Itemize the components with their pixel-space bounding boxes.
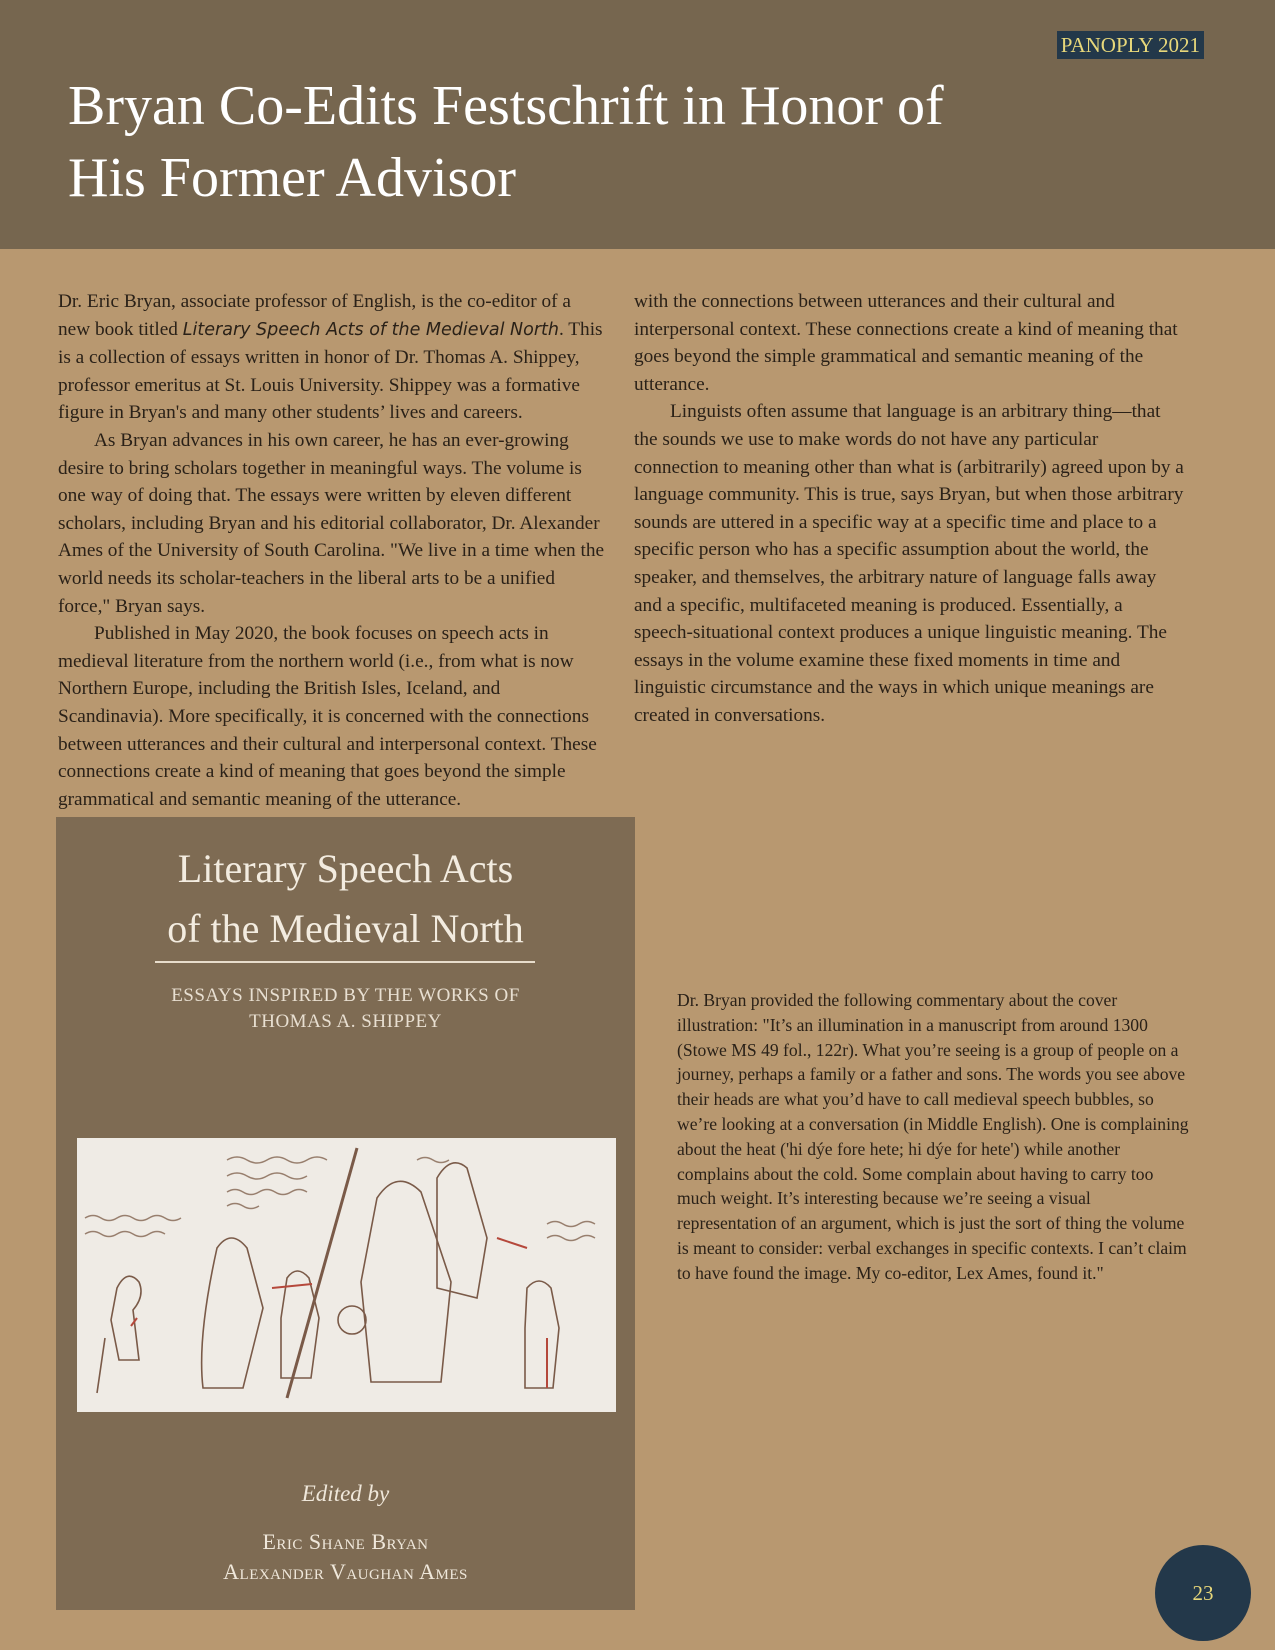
editor-name-1: Eric Shane Bryan (262, 1529, 429, 1554)
page-number: 23 (1155, 1545, 1251, 1641)
cover-subtitle-line-2: THOMAS A. SHIPPEY (249, 1011, 442, 1032)
editor-name-2: Alexander Vaughan Ames (223, 1559, 468, 1584)
book-cover (56, 817, 635, 1610)
cover-title-line-2: of the Medieval North (167, 906, 524, 951)
manuscript-drawing-icon (77, 1138, 616, 1412)
book-title-reference: Literary Speech Acts of the Medieval North (182, 319, 559, 340)
article-title: Bryan Co-Edits Festschrift in Honor of His Former Advisor (68, 75, 944, 209)
cover-title-line-1: Literary Speech Acts (177, 846, 514, 891)
cover-subtitle (56, 983, 635, 1035)
article-column-right (634, 288, 1186, 730)
article-column-left (58, 288, 606, 810)
publication-badge: PANOPLY 2021 (1057, 31, 1204, 59)
manuscript-illustration (77, 1138, 616, 1412)
paragraph-1-intro: Dr. Eric Bryan, associate professor of English, is the co-editor of a new book titled (58, 291, 571, 340)
cover-divider (155, 961, 535, 963)
cover-editors (56, 1527, 635, 1587)
article-paragraph-3-continued: with the connections between utterances and their cultural and interpersonal context. These connections create a kind of meaning that goes beyond the simple grammatical and semantic meaning of the utterance. (634, 291, 1178, 395)
cover-caption: Dr. Bryan provided the following commentary about the cover illustration: "It’s an illumination in a manuscript from around 1300 (Stowe MS 49 fol., 122r). What you’re seeing is a group of people on a journey, perhaps a family or a father and sons. The words you see above their heads are what you’d have to call medieval speech bubbles, so we’re looking at a conversation (in Middle English). One is complaining about the heat ('hi dýe fore hete; hi dýe for hete') while another complains about the cold. Some complain about having to carry too much weight. It’s interesting because we’re seeing a visual representation of an argument, which is just the sort of thing the volume is meant to consider: verbal exchanges in specific contexts. I can’t claim to have found the image. My co-editor, Lex Ames, found it." (677, 990, 1189, 1283)
article-paragraph-4: Linguists often assume that language is an arbitrary thing—that the sounds we use to make words do not have any particular connection to meaning other than what is (arbitrarily) agreed upon by a language community. This is true, says Bryan, but when those arbitrary sounds are uttered in a specific way at a specific time and place to a specific person who has a specific assumption about the world, the speaker, and themselves, the arbitrary nature of language falls away and a specific, multifaceted meaning is produced. Essentially, a speech-situational context produces a unique linguistic meaning. The essays in the volume examine these fixed moments in time and linguistic circumstance and the ways in which unique meanings are created in conversations. (634, 401, 1184, 726)
page-header (0, 0, 1275, 249)
edited-by-label: Edited by (301, 1481, 390, 1506)
article-paragraph-2: As Bryan advances in his own career, he has an ever-growing desire to bring scholars together in meaningful ways. The volume is one way of doing that. The essays were written by eleven different scholars, including Bryan and his editorial collaborator, Dr. Alexander Ames of the University of South Carolina. "We live in a time when the world needs its scholar-teachers in the liberal arts to be a unified force," Bryan says. (58, 429, 605, 617)
cover-title (56, 839, 635, 959)
article-paragraph-1 (58, 288, 606, 427)
paragraph-1-rest: . This is a collection of essays written in honor of Dr. Thomas A. Shippey, professor emeritus at St. Louis University. Shippey was a formative figure in Bryan's and many other students’ lives and careers. (58, 318, 603, 424)
cover-subtitle-line-1: ESSAYS INSPIRED BY THE WORKS OF (171, 985, 520, 1006)
article-paragraph-3: Published in May 2020, the book focuses on speech acts in medieval literature from the northern world (i.e., from what is now Northern Europe, including the British Isles, Iceland, and Scandinavia). More specifically, it is concerned with the connections between utterances and their cultural and interpersonal context. These connections create a kind of meaning that goes beyond the simple grammatical and semantic meaning of the utterance. (58, 623, 597, 810)
